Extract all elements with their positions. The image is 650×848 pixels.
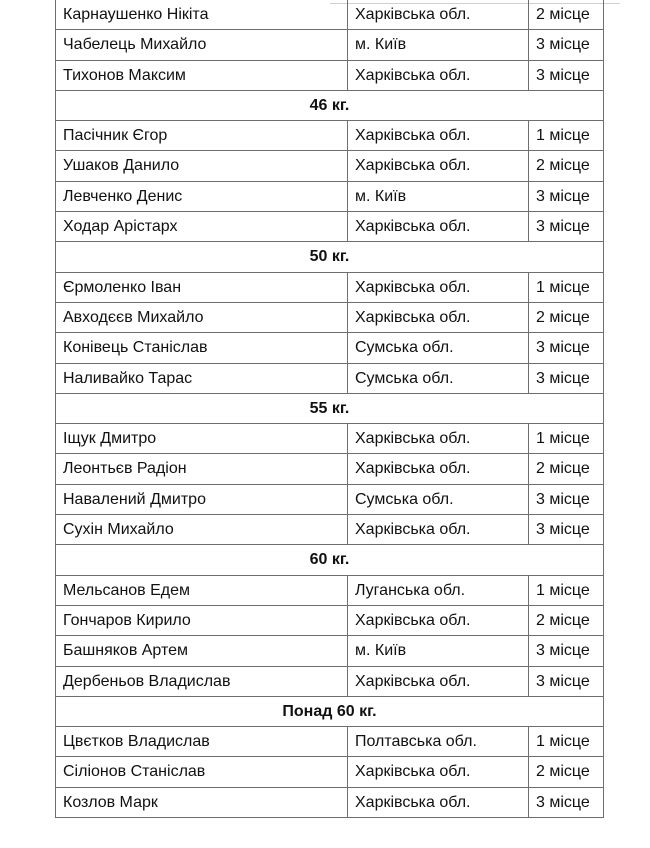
athlete-region: Харківська обл. bbox=[348, 212, 529, 242]
athlete-name: Сухін Михайло bbox=[56, 515, 348, 545]
athlete-name: Леонтьєв Радіон bbox=[56, 454, 348, 484]
athlete-region: Харківська обл. bbox=[348, 302, 529, 332]
table-row bbox=[56, 363, 604, 393]
athlete-place: 1 місце bbox=[529, 272, 604, 302]
table-row bbox=[56, 30, 604, 60]
athlete-place: 2 місце bbox=[529, 302, 604, 332]
athlete-region: Харківська обл. bbox=[348, 454, 529, 484]
athlete-name: Конівець Станіслав bbox=[56, 333, 348, 363]
weight-category-row bbox=[56, 696, 604, 726]
athlete-place: 2 місце bbox=[529, 151, 604, 181]
athlete-region: м. Київ bbox=[348, 636, 529, 666]
weight-category-row bbox=[56, 242, 604, 272]
athlete-place: 1 місце bbox=[529, 424, 604, 454]
weight-category-row bbox=[56, 90, 604, 120]
athlete-name: Козлов Марк bbox=[56, 787, 348, 817]
athlete-place: 3 місце bbox=[529, 666, 604, 696]
table-row bbox=[56, 121, 604, 151]
athlete-region: Харківська обл. bbox=[348, 424, 529, 454]
athlete-region: Харківська обл. bbox=[348, 515, 529, 545]
table-row bbox=[56, 727, 604, 757]
athlete-place: 3 місце bbox=[529, 787, 604, 817]
athlete-region: Харківська обл. bbox=[348, 60, 529, 90]
table-row bbox=[56, 181, 604, 211]
athlete-place: 2 місце bbox=[529, 605, 604, 635]
athlete-place: 3 місце bbox=[529, 60, 604, 90]
athlete-name: Ушаков Данило bbox=[56, 151, 348, 181]
table-row bbox=[56, 666, 604, 696]
athlete-place: 3 місце bbox=[529, 181, 604, 211]
athlete-region: Харківська обл. bbox=[348, 757, 529, 787]
table-row bbox=[56, 454, 604, 484]
table-row bbox=[56, 0, 604, 30]
athlete-region: Харківська обл. bbox=[348, 151, 529, 181]
table-row bbox=[56, 636, 604, 666]
table-row bbox=[56, 575, 604, 605]
athlete-name: Гончаров Кирило bbox=[56, 605, 348, 635]
athlete-place: 3 місце bbox=[529, 484, 604, 514]
athlete-place: 2 місце bbox=[529, 757, 604, 787]
athlete-name: Левченко Денис bbox=[56, 181, 348, 211]
athlete-region: Харківська обл. bbox=[348, 787, 529, 817]
athlete-place: 3 місце bbox=[529, 333, 604, 363]
table-row bbox=[56, 424, 604, 454]
weight-category-row bbox=[56, 545, 604, 575]
athlete-name: Пасічник Єгор bbox=[56, 121, 348, 151]
athlete-region: Сумська обл. bbox=[348, 363, 529, 393]
athlete-region: м. Київ bbox=[348, 181, 529, 211]
athlete-place: 2 місце bbox=[529, 454, 604, 484]
athlete-place: 3 місце bbox=[529, 212, 604, 242]
athlete-region: Сумська обл. bbox=[348, 333, 529, 363]
athlete-region: Сумська обл. bbox=[348, 484, 529, 514]
athlete-region: Харківська обл. bbox=[348, 605, 529, 635]
athlete-name: Чабелець Михайло bbox=[56, 30, 348, 60]
table-row bbox=[56, 302, 604, 332]
table-row bbox=[56, 212, 604, 242]
table-row bbox=[56, 787, 604, 817]
table-row bbox=[56, 515, 604, 545]
athlete-place: 3 місце bbox=[529, 30, 604, 60]
athlete-place: 1 місце bbox=[529, 727, 604, 757]
weight-category-title: 50 кг. bbox=[56, 242, 604, 272]
table-row bbox=[56, 605, 604, 635]
athlete-name: Ходар Арістарх bbox=[56, 212, 348, 242]
weight-category-title: 60 кг. bbox=[56, 545, 604, 575]
table-row bbox=[56, 484, 604, 514]
table-row bbox=[56, 272, 604, 302]
athlete-place: 3 місце bbox=[529, 363, 604, 393]
weight-category-title: 46 кг. bbox=[56, 90, 604, 120]
weight-category-title: 55 кг. bbox=[56, 393, 604, 423]
athlete-name: Цвєтков Владислав bbox=[56, 727, 348, 757]
athlete-region: Харківська обл. bbox=[348, 0, 529, 30]
athlete-region: Харківська обл. bbox=[348, 666, 529, 696]
athlete-name: Єрмоленко Іван bbox=[56, 272, 348, 302]
table-row bbox=[56, 60, 604, 90]
athlete-name: Сіліонов Станіслав bbox=[56, 757, 348, 787]
athlete-name: Авходєєв Михайло bbox=[56, 302, 348, 332]
athlete-name: Тихонов Максим bbox=[56, 60, 348, 90]
weight-category-title: Понад 60 кг. bbox=[56, 696, 604, 726]
athlete-region: Харківська обл. bbox=[348, 121, 529, 151]
athlete-name: Мельсанов Едем bbox=[56, 575, 348, 605]
athlete-name: Карнаушенко Нікіта bbox=[56, 0, 348, 30]
athlete-region: Полтавська обл. bbox=[348, 727, 529, 757]
results-table bbox=[55, 0, 604, 818]
athlete-name: Іщук Дмитро bbox=[56, 424, 348, 454]
weight-category-row bbox=[56, 393, 604, 423]
athlete-region: Луганська обл. bbox=[348, 575, 529, 605]
athlete-place: 1 місце bbox=[529, 121, 604, 151]
table-row bbox=[56, 757, 604, 787]
table-row bbox=[56, 333, 604, 363]
athlete-place: 3 місце bbox=[529, 515, 604, 545]
athlete-place: 2 місце bbox=[529, 0, 604, 30]
athlete-name: Башняков Артем bbox=[56, 636, 348, 666]
athlete-region: м. Київ bbox=[348, 30, 529, 60]
table-row bbox=[56, 151, 604, 181]
athlete-region: Харківська обл. bbox=[348, 272, 529, 302]
athlete-place: 3 місце bbox=[529, 636, 604, 666]
athlete-name: Дербеньов Владислав bbox=[56, 666, 348, 696]
athlete-name: Наливайко Тарас bbox=[56, 363, 348, 393]
athlete-name: Навалений Дмитро bbox=[56, 484, 348, 514]
athlete-place: 1 місце bbox=[529, 575, 604, 605]
